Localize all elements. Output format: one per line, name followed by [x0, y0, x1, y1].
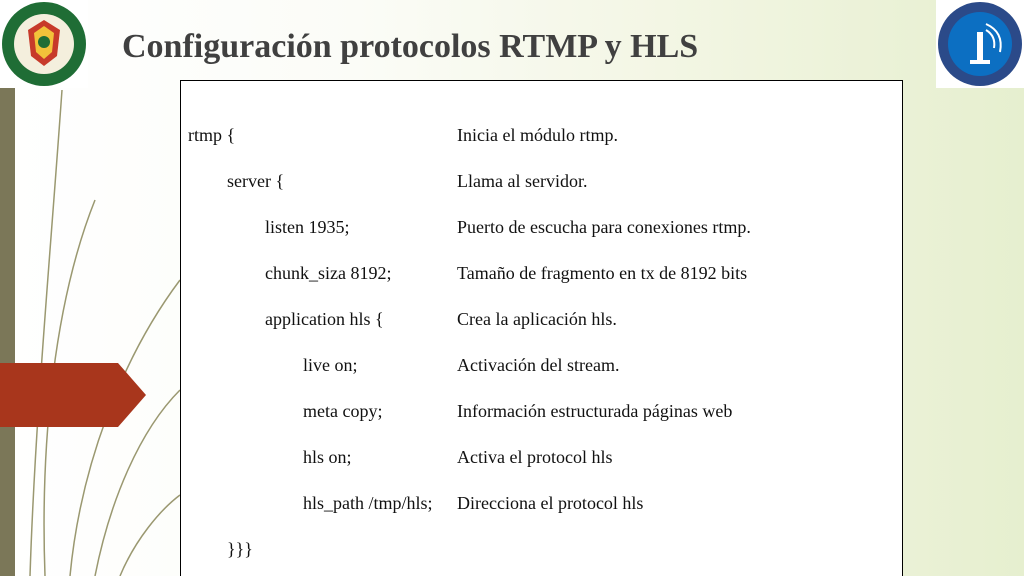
- config-row: [181, 399, 904, 423]
- config-table: [180, 80, 903, 576]
- config-description: Activa el protocol hls: [457, 447, 613, 467]
- config-description: Llama al servidor.: [457, 171, 588, 191]
- config-row: [181, 445, 904, 469]
- config-code: chunk_siza 8192;: [265, 263, 392, 283]
- config-row: [181, 537, 904, 561]
- config-description: Puerto de escucha para conexiones rtmp.: [457, 217, 751, 237]
- espe-university-seal-icon: [0, 0, 88, 88]
- config-code: live on;: [303, 355, 358, 375]
- config-description: Crea la aplicación hls.: [457, 309, 617, 329]
- config-row: [181, 215, 904, 239]
- config-row: [181, 123, 904, 147]
- config-code: listen 1935;: [265, 217, 350, 237]
- config-code: }}}: [227, 539, 253, 559]
- config-code: meta copy;: [303, 401, 383, 421]
- config-row: [181, 491, 904, 515]
- config-code: rtmp {: [188, 125, 236, 145]
- accent-arrow-shape: [0, 363, 146, 427]
- config-row: [181, 307, 904, 331]
- config-description: Activación del stream.: [457, 355, 620, 375]
- config-code: hls on;: [303, 447, 352, 467]
- config-description: Información estructurada páginas web: [457, 401, 733, 421]
- config-description: Direcciona el protocol hls: [457, 493, 644, 513]
- config-description: Inicia el módulo rtmp.: [457, 125, 618, 145]
- electronics-telecommunications-logo-icon: [936, 0, 1024, 88]
- page-title: Configuración protocolos RTMP y HLS: [122, 28, 699, 65]
- config-code: server {: [227, 171, 285, 191]
- config-row: [181, 261, 904, 285]
- config-description: Tamaño de fragmento en tx de 8192 bits: [457, 263, 748, 283]
- config-code: application hls {: [265, 309, 384, 329]
- config-row: [181, 169, 904, 193]
- config-code: hls_path /tmp/hls;: [303, 493, 433, 513]
- config-row: [181, 353, 904, 377]
